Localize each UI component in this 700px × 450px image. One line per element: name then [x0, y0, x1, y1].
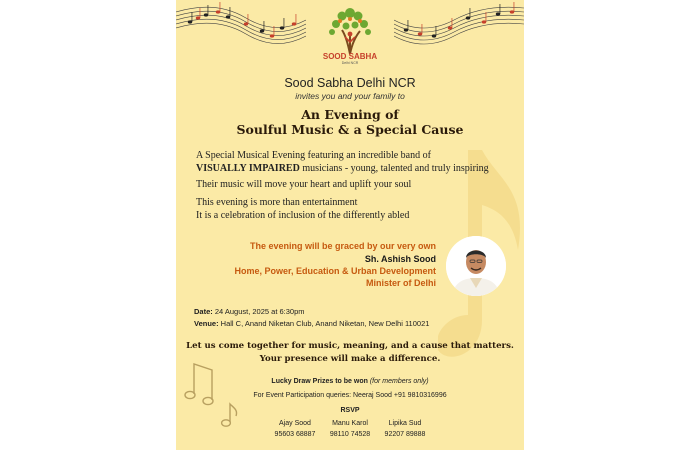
lucky-draw — [176, 378, 524, 385]
logo-name: SOOD SABHA — [322, 52, 378, 61]
event-venue — [194, 319, 429, 328]
description-line-2 — [196, 163, 506, 175]
event-title-line-1: An Evening of — [301, 107, 399, 122]
guest-name: Sh. Ashish Sood — [364, 254, 436, 264]
rsvp-contact-phone: 95603 68887 — [274, 431, 316, 438]
rsvp-contact-name: Lipika Sud — [388, 420, 422, 427]
guest-role-1: Home, Power, Education & Urban Development — [234, 266, 436, 276]
logo-subtitle: Delhi NCR — [341, 61, 359, 65]
venue-value: Hall C, Anand Niketan Club, Anand Niketan, New Delhi 110021 — [218, 319, 430, 328]
description-line-5: It is a celebration of inclusion of the differently abled — [196, 210, 410, 221]
description-line-1: A Special Musical Evening featuring an incredible band of — [196, 150, 431, 161]
rsvp-contact — [375, 418, 435, 440]
cta-line-1: Let us come together for music, meaning, and a cause that matters. — [186, 341, 514, 351]
event-title — [176, 107, 524, 137]
organization-name: Sood Sabha Delhi NCR — [284, 76, 416, 90]
guest-role-2: Minister of Delhi — [365, 278, 436, 288]
guest-intro: The evening will be graced by our very own — [249, 241, 436, 251]
visually-impaired-emphasis: VISUALLY IMPAIRED — [196, 163, 300, 174]
event-title-line-2: Soulful Music & a Special Cause — [236, 122, 464, 137]
venue-label: Venue: — [194, 319, 219, 328]
lucky-draw-text: Lucky Draw Prizes to be won — [271, 378, 370, 385]
rsvp-contact-phone: 98110 74528 — [329, 431, 371, 438]
participation-queries: For Event Participation queries: Neeraj Sood +91 9810316996 — [253, 392, 447, 399]
rsvp-label: RSVP — [340, 407, 360, 414]
rsvp-contact-name: Manu Karol — [332, 420, 368, 427]
event-date — [194, 307, 305, 316]
date-label: Date: — [194, 307, 213, 316]
rsvp-contact-phone: 92207 89888 — [384, 431, 426, 438]
invitation-line: invites you and your family to — [295, 91, 405, 101]
music-staff-left-icon — [176, 0, 306, 60]
rsvp-contact-name: Ajay Sood — [279, 420, 311, 427]
date-value: 24 August, 2025 at 6:30pm — [212, 307, 305, 316]
description-line-3: Their music will move your heart and uplift your soul — [196, 179, 412, 190]
rsvp-contact — [265, 418, 325, 440]
description-line-4: This evening is more than entertainment — [196, 197, 358, 208]
cta-line-2: Your presence will make a difference. — [259, 354, 441, 364]
description-line-2-rest: musicians - young, talented and truly inspiring — [299, 163, 489, 174]
music-staff-right-icon — [394, 0, 524, 60]
guest-photo-avatar — [446, 236, 506, 296]
invitation-flyer — [176, 0, 524, 450]
lucky-draw-note: (for members only) — [369, 378, 429, 385]
rsvp-contact — [320, 418, 380, 440]
